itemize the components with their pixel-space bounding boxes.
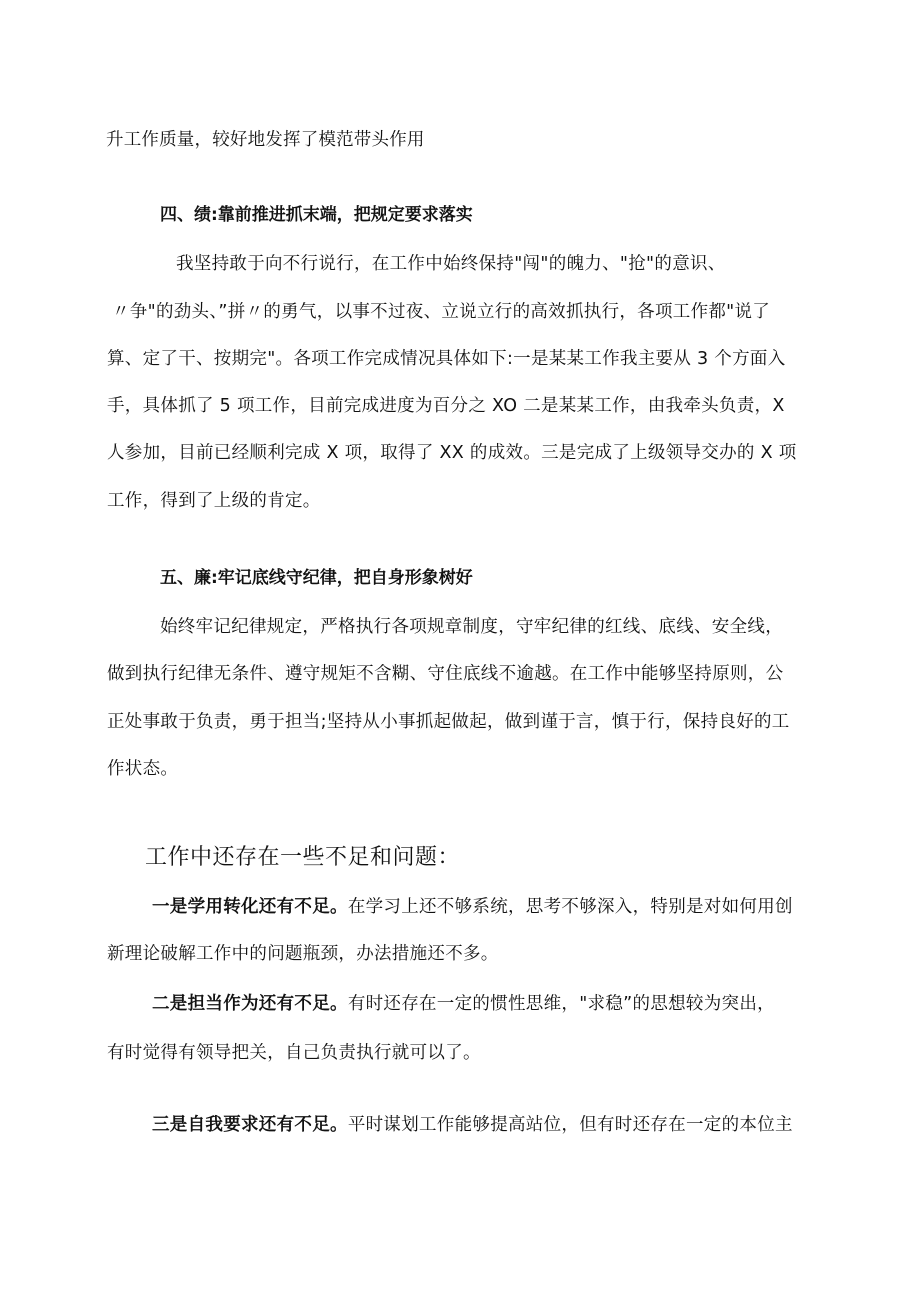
problem-lead: 二是担当作为还有不足。 — [152, 994, 348, 1014]
problem-text: 在学习上还不够系统，思考不够深入，特别是对如何用创 — [347, 897, 793, 917]
section-4-line: 手，具体抓了 5 项工作，目前完成进度为百分之 XO 二是某某工作，由我牵头负责，X — [107, 396, 785, 416]
section-5-line: 始终牢记纪律规定，严格执行各项规章制度，守牢纪律的红线、底线、安全线， — [160, 617, 783, 637]
section-4-line: 〃争"的劲头、”拼〃的勇气，以事不过夜、立说立行的高效抓执行，各项工作都"说了 — [112, 302, 771, 322]
problem-lead: 一是学用转化还有不足。 — [152, 897, 348, 917]
section-5-line: 作状态。 — [107, 759, 179, 779]
section-5-heading: 五、廉:牢记底线守纪律，把自身形象树好 — [160, 568, 473, 588]
problem-lead: 三是自我要求还有不足。 — [152, 1115, 348, 1135]
problem-item-3 — [152, 1113, 793, 1137]
section-4-heading: 四、绩:靠前推进抓末端，把规定要求落实 — [160, 205, 473, 225]
section-4-line: 算、定了干、按期完"。各项工作完成情况具体如下:一是某某工作我主要从 3 个方面入 — [107, 349, 786, 369]
carry-over-line: 升工作质量，较好地发挥了模范带头作用 — [106, 130, 425, 150]
section-5-line: 做到执行纪律无条件、遵守规矩不含糊、守住底线不逾越。在工作中能够坚持原则，公 — [107, 664, 784, 684]
section-4-line: 工作，得到了上级的肯定。 — [107, 491, 321, 511]
problem-text: 平时谋划工作能够提高站位，但有时还存在一定的本位主 — [347, 1115, 793, 1135]
problem-item-2 — [152, 992, 775, 1016]
problem-item-2-continuation: 有时觉得有领导把关，自己负责执行就可以了。 — [107, 1043, 481, 1063]
section-4-line: 我坚持敢于向不行说行，在工作中始终保持"闯"的魄力、"抢"的意识、 — [176, 254, 726, 274]
problem-item-1-continuation: 新理论破解工作中的问题瓶颈，办法措施还不多。 — [107, 944, 499, 964]
problem-text: 有时还存在一定的惯性思维，"求稳”的思想较为突出， — [347, 994, 775, 1014]
section-4-line: 人参加，目前已经顺利完成 X 项，取得了 XX 的成效。三是完成了上级领导交办的 X 项 — [107, 443, 797, 463]
section-5-line: 正处事敢于负责，勇于担当;坚持从小事抓起做起，做到谨于言，慎于行，保持良好的工 — [107, 712, 790, 732]
problem-item-1 — [152, 895, 793, 919]
problems-heading: 工作中还存在一些不足和问题： — [145, 845, 461, 870]
